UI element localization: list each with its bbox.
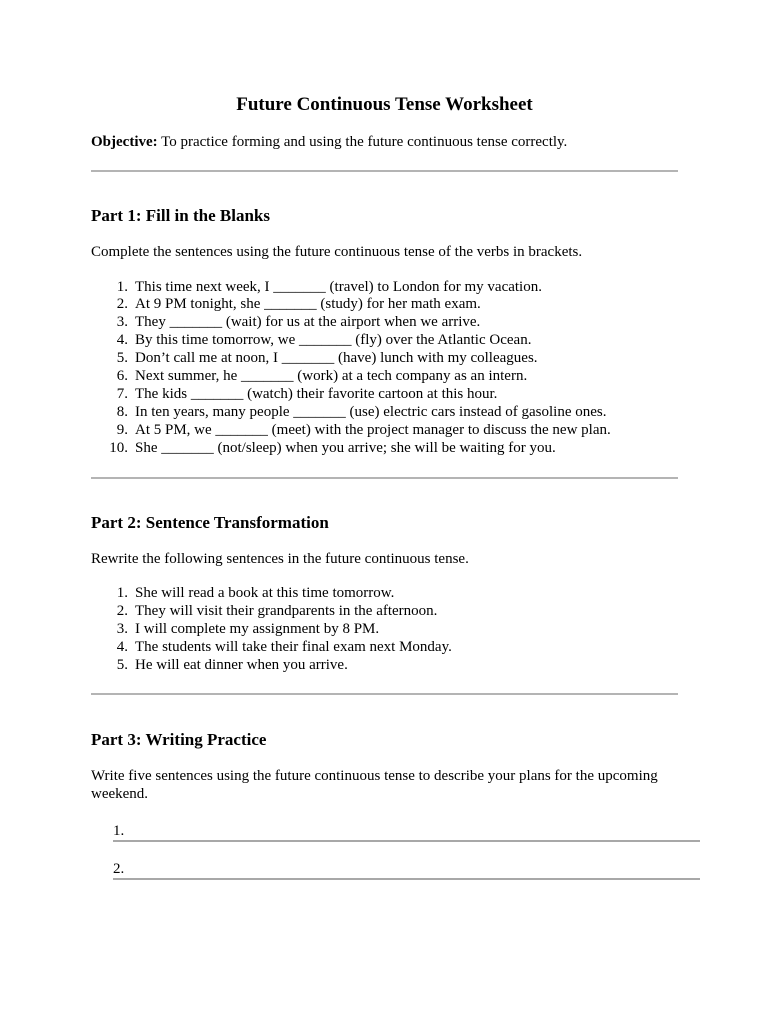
answer-line[interactable] [113, 822, 700, 842]
part2-instructions: Rewrite the following sentences in the future continuous tense. [91, 550, 469, 567]
item-number: 7. [116, 385, 128, 402]
item-text: Don’t call me at noon, I _______ (have) lunch with my colleagues. [135, 350, 538, 367]
list-item [91, 368, 678, 386]
item-number: 3. [116, 620, 128, 637]
objective-label: Objective: [91, 134, 158, 150]
part1-list [91, 279, 678, 458]
item-text: At 5 PM, we _______ (meet) with the project manager to discuss the new plan. [135, 421, 611, 438]
item-number: 5. [116, 350, 128, 367]
objective [91, 133, 678, 151]
list-item [91, 585, 678, 603]
item-text: He will eat dinner when you arrive. [135, 656, 348, 673]
item-number: 1. [116, 585, 128, 602]
line-number: 2. [113, 860, 125, 877]
part1-title: Part 1: Fill in the Blanks [91, 206, 270, 225]
item-number: 4. [116, 332, 128, 349]
item-text: By this time tomorrow, we _______ (fly) over the Atlantic Ocean. [135, 332, 532, 349]
part1-instructions: Complete the sentences using the future continuous tense of the verbs in brackets. [91, 244, 583, 260]
item-number: 5. [116, 656, 128, 673]
part3-answer-lines [91, 822, 678, 880]
list-item [91, 422, 678, 440]
list-item [91, 639, 678, 657]
item-number: 10. [109, 439, 128, 456]
item-text: They _______ (wait) for us at the airport when we arrive. [135, 314, 481, 331]
divider [91, 477, 678, 479]
list-item [91, 386, 678, 404]
part2-list [91, 585, 678, 675]
item-text: Next summer, he _______ (work) at a tech company as an intern. [135, 368, 528, 385]
item-number: 4. [116, 638, 128, 655]
part3-instructions: Write five sentences using the future continuous tense to describe your plans for the upcoming weekend. [91, 767, 658, 803]
item-text: In ten years, many people _______ (use) electric cars instead of gasoline ones. [135, 403, 607, 420]
list-item [91, 404, 678, 422]
item-number: 1. [116, 278, 128, 295]
list-item [91, 314, 678, 332]
item-text: The kids _______ (watch) their favorite cartoon at this hour. [135, 385, 498, 402]
item-number: 3. [116, 314, 128, 331]
item-number: 2. [116, 602, 128, 619]
objective-text: To practice forming and using the future continuous tense correctly. [157, 134, 568, 150]
item-number: 8. [116, 403, 128, 420]
list-item [91, 332, 678, 350]
item-text: She _______ (not/sleep) when you arrive; she will be waiting for you. [135, 439, 556, 456]
item-number: 2. [116, 296, 128, 313]
list-item [91, 279, 678, 297]
item-text: She will read a book at this time tomorrow. [135, 585, 395, 602]
divider [91, 170, 678, 172]
list-item [91, 603, 678, 621]
divider [91, 693, 678, 695]
list-item [91, 350, 678, 368]
part3-title: Part 3: Writing Practice [91, 729, 267, 749]
list-item [91, 296, 678, 314]
part2-title: Part 2: Sentence Transformation [91, 512, 329, 532]
list-item [91, 440, 678, 458]
item-number: 6. [116, 368, 128, 385]
item-text: This time next week, I _______ (travel) to London for my vacation. [135, 278, 542, 295]
page-title: Future Continuous Tense Worksheet [236, 94, 533, 115]
list-item [91, 621, 678, 639]
item-text: The students will take their final exam next Monday. [135, 638, 452, 655]
list-item [91, 657, 678, 675]
item-number: 9. [116, 421, 128, 438]
item-text: At 9 PM tonight, she _______ (study) for her math exam. [135, 296, 481, 313]
item-text: They will visit their grandparents in the afternoon. [135, 602, 438, 619]
item-text: I will complete my assignment by 8 PM. [135, 620, 380, 637]
answer-line[interactable] [113, 860, 700, 880]
line-number: 1. [113, 822, 125, 839]
